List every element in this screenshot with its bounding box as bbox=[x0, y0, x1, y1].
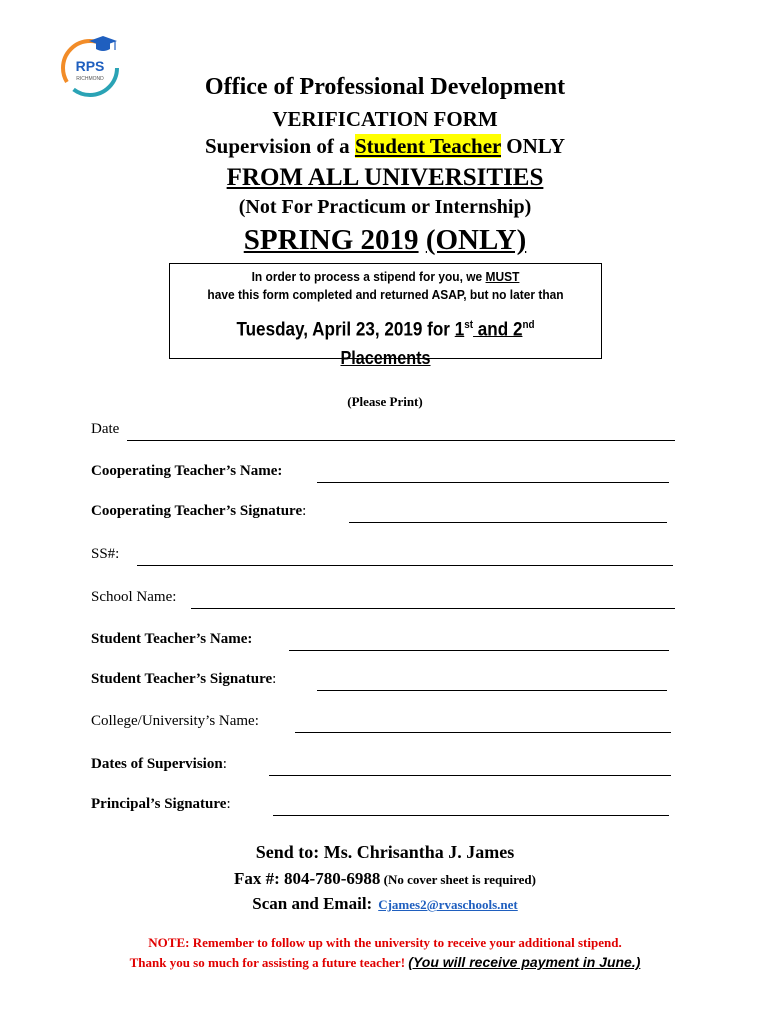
school-name-label: School Name: bbox=[91, 589, 177, 605]
coop-name-label: Cooperating Teacher’s Name: bbox=[91, 463, 283, 479]
placements-label: Placements bbox=[340, 348, 431, 368]
fax-line bbox=[0, 869, 770, 889]
student-teacher-highlight: Student Teacher bbox=[354, 134, 501, 158]
deadline-first-sup: st bbox=[464, 319, 474, 331]
date-input-line[interactable] bbox=[127, 439, 675, 441]
notice-must: MUST bbox=[485, 269, 520, 284]
principal-signature-colon: : bbox=[226, 796, 231, 812]
college-input-line[interactable] bbox=[295, 731, 671, 733]
student-signature-colon: : bbox=[272, 671, 277, 687]
notice-line-1 bbox=[187, 269, 584, 284]
not-for-practicum: (Not For Practicum or Internship) bbox=[238, 196, 532, 218]
student-signature-label: Student Teacher’s Signature bbox=[91, 671, 273, 687]
ss-label: SS#: bbox=[91, 546, 120, 562]
fax-note: (No cover sheet is required) bbox=[380, 872, 536, 887]
school-name-input-line[interactable] bbox=[191, 607, 675, 609]
notice-line-1-text: In order to process a stipend for you, we bbox=[251, 269, 486, 284]
note-line-1: NOTE: Remember to follow up with the university to receive your additional stipend. bbox=[148, 935, 622, 950]
college-label: College/University’s Name: bbox=[91, 713, 259, 729]
student-signature-field bbox=[91, 671, 276, 688]
supervision-prefix: Supervision of a bbox=[204, 134, 355, 158]
scan-email-line bbox=[0, 894, 770, 914]
fax-number: Fax #: 804-780-6988 bbox=[234, 869, 381, 888]
coop-name-input-line[interactable] bbox=[317, 481, 669, 483]
form-title: VERIFICATION FORM bbox=[272, 107, 498, 131]
from-all-universities: FROM ALL UNIVERSITIES bbox=[226, 164, 544, 191]
send-to: Send to: Ms. Chrisantha J. James bbox=[255, 842, 515, 862]
college-field bbox=[91, 713, 259, 730]
coop-signature-field bbox=[91, 503, 306, 520]
dates-field bbox=[91, 756, 227, 773]
deadline-notice-box bbox=[169, 263, 602, 368]
dates-label: Dates of Supervision bbox=[91, 756, 223, 772]
dates-colon: : bbox=[222, 756, 227, 772]
office-title: Office of Professional Development bbox=[204, 74, 566, 100]
deadline-first: 1 bbox=[454, 319, 465, 341]
student-name-field bbox=[91, 631, 252, 648]
dates-input-line[interactable] bbox=[269, 774, 671, 776]
please-print: (Please Print) bbox=[347, 394, 423, 409]
scan-email-label: Scan and Email: bbox=[252, 894, 373, 913]
supervision-suffix: ONLY bbox=[501, 134, 565, 158]
note-line-2 bbox=[0, 954, 770, 971]
deadline-and: and 2 bbox=[473, 319, 523, 341]
principal-signature-input-line[interactable] bbox=[273, 814, 669, 816]
principal-signature-label: Principal’s Signature bbox=[91, 796, 227, 812]
supervision-line bbox=[0, 134, 770, 159]
deadline-line bbox=[192, 319, 580, 341]
date-field bbox=[91, 421, 119, 438]
deadline-text: Tuesday, April 23, 2019 for bbox=[236, 319, 455, 341]
school-name-field bbox=[91, 589, 176, 606]
notice-line-2: have this form completed and returned ASAP, but no later than bbox=[207, 287, 564, 302]
note-thanks: Thank you so much for assisting a future teacher! bbox=[129, 955, 409, 970]
coop-signature-input-line[interactable] bbox=[349, 521, 667, 523]
coop-name-field bbox=[91, 463, 282, 480]
coop-signature-colon: : bbox=[302, 503, 307, 519]
principal-signature-field bbox=[91, 796, 231, 813]
email-link[interactable]: Cjames2@rvaschools.net bbox=[378, 897, 518, 912]
coop-signature-label: Cooperating Teacher’s Signature bbox=[91, 503, 303, 519]
payment-note: (You will receive payment in June.) bbox=[408, 954, 641, 970]
logo-subtext: RICHMOND bbox=[76, 76, 104, 82]
student-name-label: Student Teacher’s Name: bbox=[91, 631, 253, 647]
logo-text: RPS bbox=[75, 58, 105, 74]
date-label: Date bbox=[91, 421, 120, 437]
spring-only: (ONLY) bbox=[425, 224, 527, 256]
spring-term: SPRING 2019 bbox=[243, 224, 419, 256]
student-signature-input-line[interactable] bbox=[317, 689, 667, 691]
ss-field bbox=[91, 546, 119, 563]
ss-input-line[interactable] bbox=[137, 564, 673, 566]
spring-heading bbox=[0, 224, 770, 257]
student-name-input-line[interactable] bbox=[289, 649, 669, 651]
deadline-second-sup: nd bbox=[522, 319, 535, 331]
